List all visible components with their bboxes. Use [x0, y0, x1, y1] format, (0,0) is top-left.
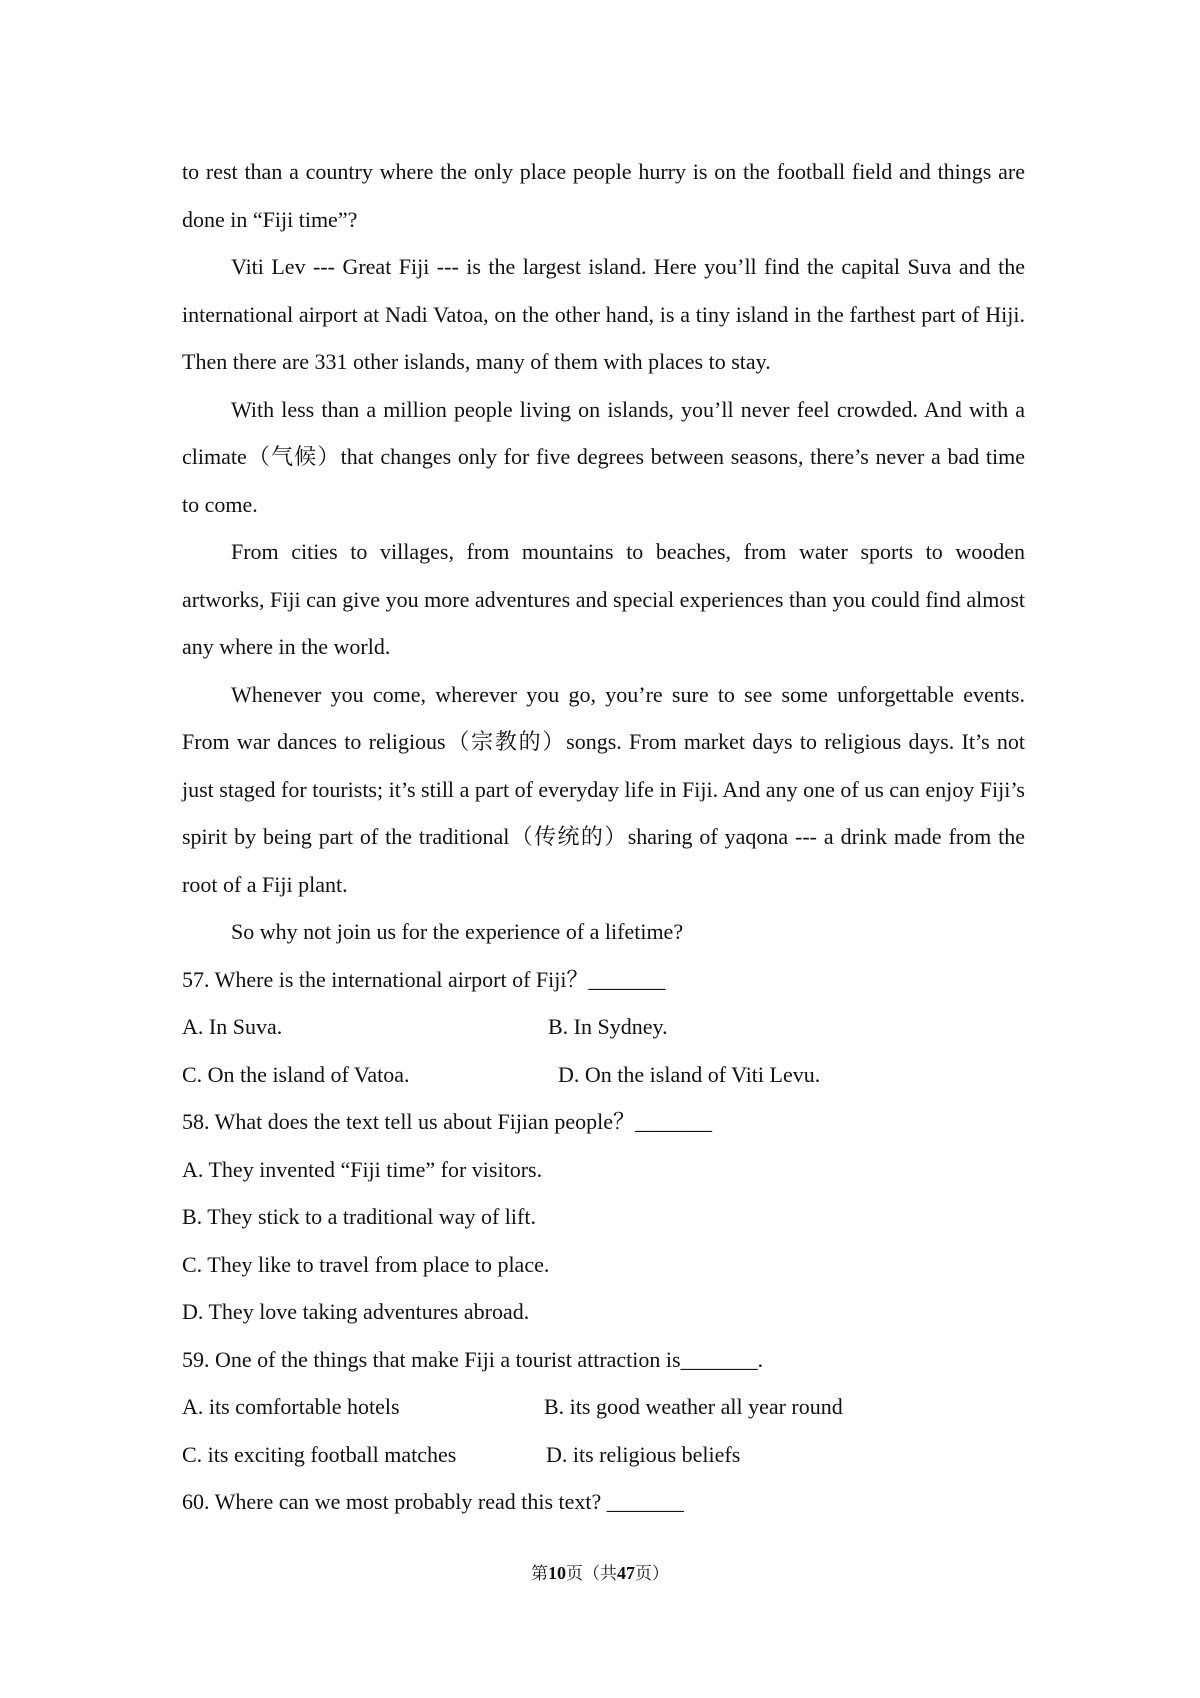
passage-paragraph-closing: So why not join us for the experience of a lifetime?: [231, 919, 684, 944]
option-d: D. On the island of Viti Levu.: [558, 1061, 821, 1087]
option-row: [182, 1051, 1025, 1099]
option-a: A. They invented “Fiji time” for visitors.: [182, 1156, 543, 1182]
option-b: B. its good weather all year round: [544, 1394, 843, 1419]
option-row: [182, 1003, 1025, 1051]
question-stem: 59. One of the things that make Fiji a tourist attraction is_______.: [182, 1346, 764, 1372]
option-row: [182, 1383, 1025, 1431]
option-d: D. They love taking adventures abroad.: [182, 1299, 530, 1324]
option-b: B. They stick to a traditional way of lift.: [182, 1204, 536, 1229]
question-58: [182, 1098, 1025, 1336]
footer-total-pages: 47: [617, 1563, 635, 1583]
passage-paragraph-events: Whenever you come, wherever you go, you’re sure to see some unforgettable events. From war dances to religious（宗教的）songs. From market days to religious days. It’s not just staged for tourists; it’s still a part of everyday life in Fiji. And any one of us can enjoy Fiji’s spirit by being part of the traditional（传统的）sharing of yaqona --- a drink made from the root of a Fiji plant.: [182, 681, 1025, 897]
passage-paragraph-continued: to rest than a country where the only place people hurry is on the football field and things are done in “Fiji time”?: [182, 159, 1025, 232]
option-a: A. its comfortable hotels: [182, 1394, 400, 1419]
option-row: [182, 1431, 1025, 1479]
footer-prefix: 第: [531, 1564, 548, 1584]
question-stem: 57. Where is the international airport of Fiji？_______: [182, 966, 666, 992]
option-c: C. On the island of Vatoa.: [182, 1061, 410, 1087]
question-stem: 60. Where can we most probably read this text? _______: [182, 1489, 684, 1514]
passage-paragraph-islands: Viti Lev --- Great Fiji --- is the largest island. Here you’ll find the capital Suva and the international airport at Nadi Vatoa, on the other hand, is a tiny island in the farthest part of Hiji. Then there are 331 other islands, many of them with places to stay.: [182, 254, 1025, 374]
question-stem: 58. What does the text tell us about Fijian people？_______: [182, 1109, 712, 1134]
passage-paragraph-climate: With less than a million people living on islands, you’ll never feel crowded. And with a climate（气候）that changes only for five degrees between seasons, there’s never a bad time to come.: [182, 396, 1025, 517]
question-57: [182, 956, 1025, 1099]
option-d: D. its religious beliefs: [546, 1441, 741, 1467]
footer-middle: 页（共: [566, 1564, 617, 1584]
passage-paragraph-adventures: From cities to villages, from mountains to beaches, from water sports to wooden artworks, Fiji can give you more adventures and special experiences than you could find almost any where in the world.: [182, 539, 1025, 659]
option-b: B. In Sydney.: [548, 1014, 668, 1039]
option-a: A. In Suva.: [182, 1014, 283, 1039]
option-c: C. They like to travel from place to place.: [182, 1251, 550, 1277]
question-60: [182, 1478, 1025, 1526]
page-content: [182, 148, 1025, 1526]
footer-suffix: 页）: [635, 1564, 669, 1584]
question-59: [182, 1336, 1025, 1479]
option-c: C. its exciting football matches: [182, 1441, 457, 1467]
footer-page-number: 10: [548, 1563, 566, 1583]
page-footer: [0, 1559, 1200, 1584]
